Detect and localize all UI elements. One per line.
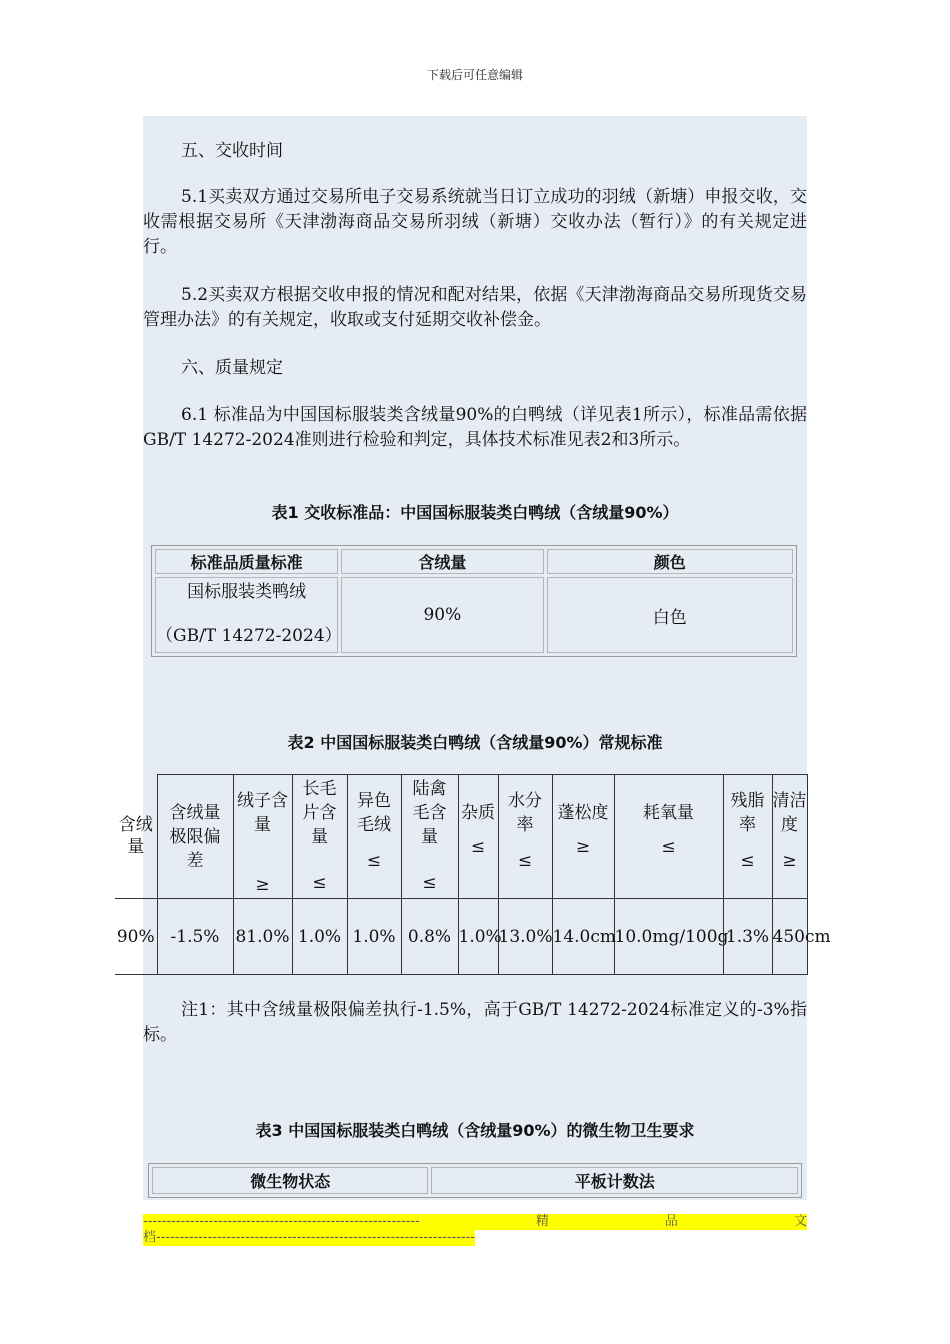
table-2-value: 0.8%: [401, 899, 458, 975]
table-3-header: 平板计数法: [431, 1167, 798, 1194]
table-2-header: 耗氧量 ≤: [614, 775, 723, 899]
table-3: [148, 1163, 802, 1198]
footer-word: 精: [535, 1214, 549, 1229]
section-6-1: 6.1 标准品为中国国标服装类含绒量90%的白鸭绒（详见表1所示），标准品需依据GB/T 14272-2024准则进行检验和判定，具体技术标准见表2和3所示。: [143, 405, 807, 450]
standard-code: （GB/T 14272-2024）: [156, 626, 342, 646]
table-3-header: 微生物状态: [152, 1167, 428, 1194]
table-3-caption: 表3 中国国标服装类白鸭绒（含绒量90%）的微生物卫生要求: [255, 1121, 695, 1140]
table-2-note: 注1：其中含绒量极限偏差执行-1.5%，高于GB/T 14272-2024标准定义的-3%指标。: [143, 1000, 807, 1045]
footer-word: 文: [793, 1214, 807, 1229]
table-2-value: 10.0mg/100g: [614, 899, 723, 975]
table-2-value: -1.5%: [157, 899, 233, 975]
table-2: [115, 774, 831, 975]
table-1: [151, 545, 797, 657]
section-6-title: 六、质量规定: [181, 358, 283, 378]
table-2-value: 14.0cm: [552, 899, 614, 975]
table-2-header: 含绒 量: [115, 775, 157, 899]
table-2-value: 81.0%: [233, 899, 292, 975]
table-1-header: 含绒量: [341, 549, 543, 574]
table-2-value: 1.3%: [723, 899, 772, 975]
table-1-down-content: 90%: [341, 577, 543, 653]
table-2-header: 杂质 ≤: [458, 775, 498, 899]
table-2-header: 水分 率 ≤: [498, 775, 552, 899]
table-1-header: 标准品质量标准: [155, 549, 338, 574]
section-5-title: 五、交收时间: [181, 141, 283, 161]
table-1-standard-cell: [155, 577, 342, 653]
table-2-value: 1.0%: [292, 899, 347, 975]
section-5-1: 5.1买卖双方通过交易所电子交易系统就当日订立成功的羽绒（新塘）申报交收，交收需根据交易所《天津渤海商品交易所羽绒（新塘）交收办法（暂行）》的有关规定进行。: [143, 187, 807, 257]
table-2-value: 90%: [115, 899, 157, 975]
page-header: 下载后可任意编辑: [426, 68, 523, 82]
table-1-caption: 表1 交收标准品：中国国标服装类白鸭绒（含绒量90%）: [271, 503, 679, 522]
standard-name: 国标服装类鸭绒: [187, 582, 307, 602]
table-2-header: 残脂 率 ≤: [723, 775, 772, 899]
table-2-value: 1.0%: [458, 899, 498, 975]
table-2-value: 1.0%: [347, 899, 401, 975]
table-2-header: 陆禽 毛含 量 ≤: [401, 775, 458, 899]
footer-line-1: [143, 1214, 807, 1230]
table-2-caption: 表2 中国国标服装类白鸭绒（含绒量90%）常规标准: [287, 733, 663, 752]
footer-dashes: -----------------------------------------------------------: [143, 1214, 420, 1229]
footer-word: 品: [664, 1214, 678, 1229]
table-1-header: 颜色: [547, 549, 794, 574]
table-2-header: 长毛 片含 量 ≤: [292, 775, 347, 899]
table-2-header: 绒子含 量 ≥: [233, 775, 292, 899]
table-1-color: 白色: [547, 577, 794, 653]
table-2-header: 清洁 度 ≥: [772, 775, 807, 899]
table-2-header: 含绒量 极限偏 差: [157, 775, 233, 899]
section-5-2: 5.2买卖双方根据交收申报的情况和配对结果，依据《天津渤海商品交易所现货交易管理办法》的有关规定，收取或支付延期交收补偿金。: [143, 285, 807, 330]
table-2-value: 13.0%: [498, 899, 552, 975]
table-2-header: 蓬松度 ≥: [552, 775, 614, 899]
footer-line-2: 档--------------------------------------------------------------------: [143, 1230, 475, 1245]
table-2-value: 450cm: [772, 899, 807, 975]
table-2-header: 异色 毛绒 ≤: [347, 775, 401, 899]
